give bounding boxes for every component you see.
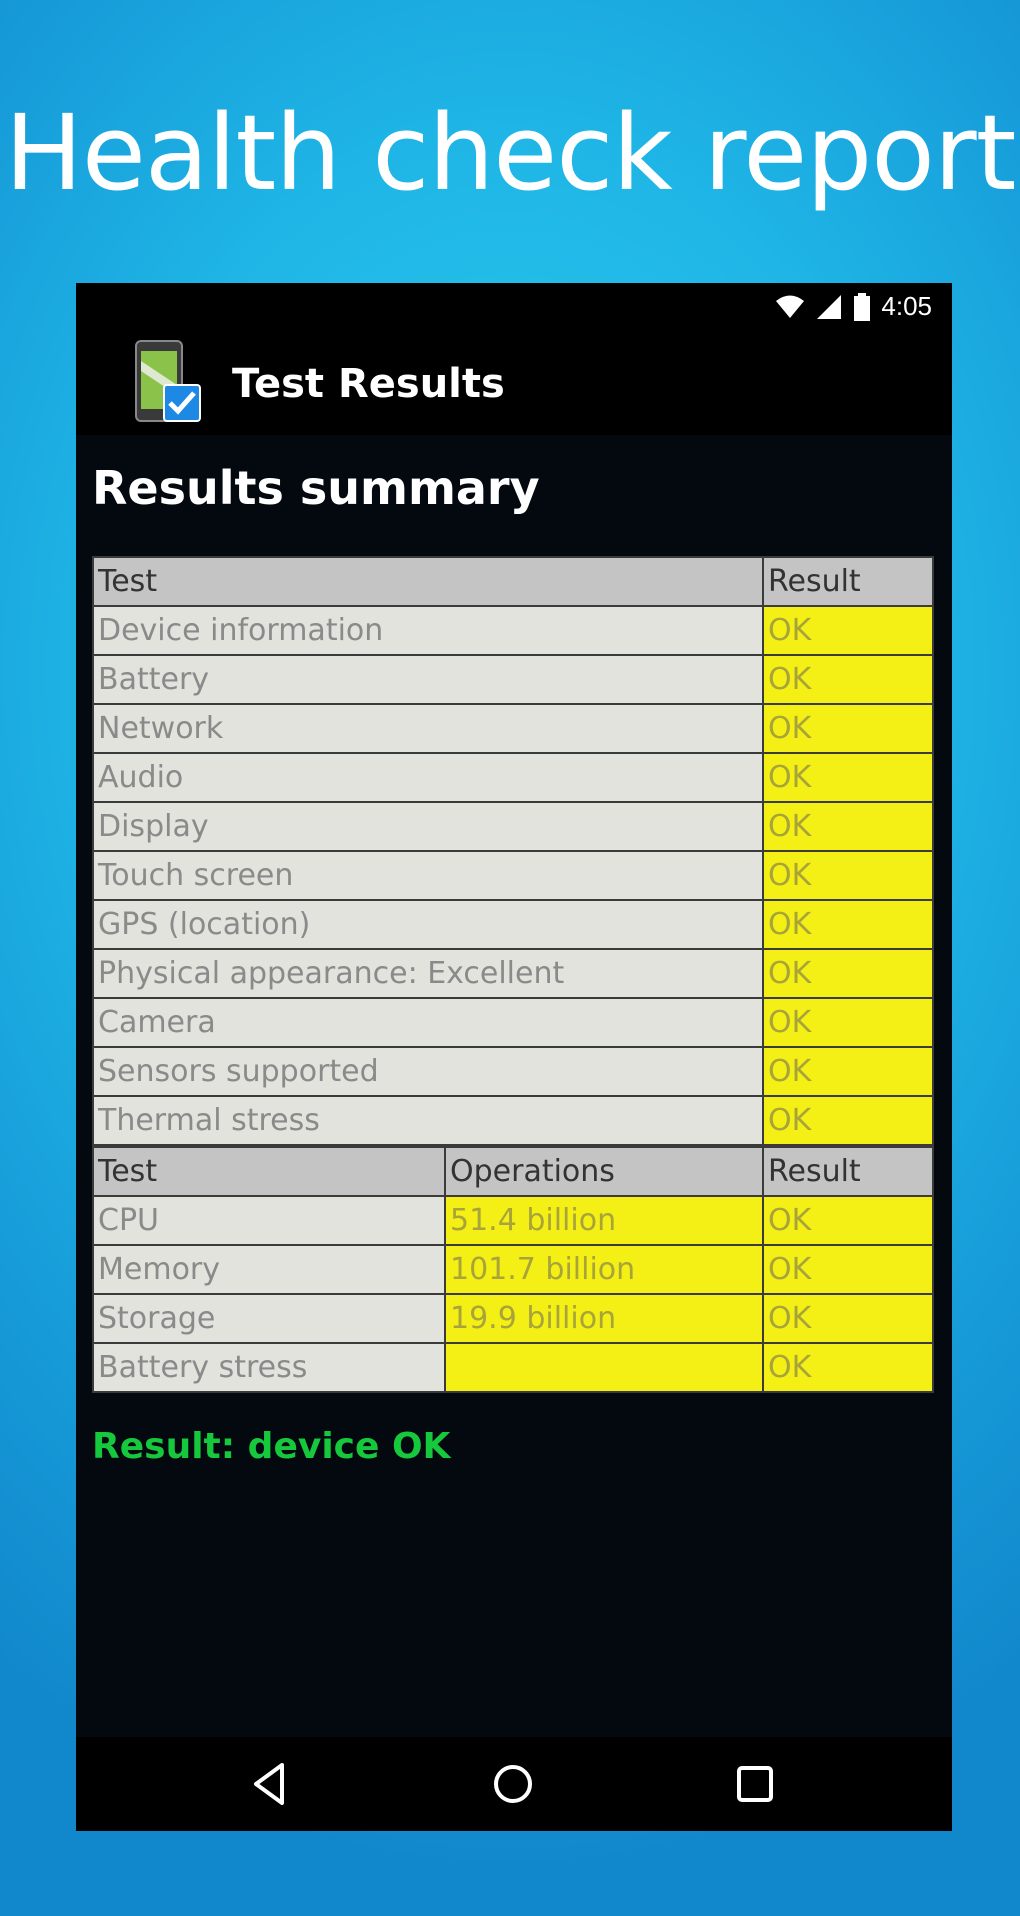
- test-name: Audio: [93, 753, 763, 802]
- test-result: OK: [763, 1047, 933, 1096]
- table-header-row: [93, 1147, 933, 1196]
- recent-apps-icon[interactable]: [728, 1757, 782, 1811]
- phone-screen: [76, 283, 952, 1831]
- table-header-row: [93, 557, 933, 606]
- test-name: Touch screen: [93, 851, 763, 900]
- home-icon[interactable]: [486, 1757, 540, 1811]
- test-result: OK: [763, 1343, 933, 1392]
- test-name: Physical appearance: Excellent: [93, 949, 763, 998]
- test-result: OK: [763, 1245, 933, 1294]
- tests-table: [92, 556, 934, 1146]
- table-row: [93, 900, 933, 949]
- app-title: Test Results: [232, 361, 505, 407]
- back-icon[interactable]: [244, 1757, 298, 1811]
- phone-checkmark-icon: [132, 339, 204, 429]
- test-name: Battery stress: [93, 1343, 445, 1392]
- stress-table: [92, 1146, 934, 1393]
- table-row: [93, 753, 933, 802]
- test-operations: [445, 1343, 763, 1392]
- table-row: [93, 1343, 933, 1392]
- table-row: [93, 606, 933, 655]
- test-name: Battery: [93, 655, 763, 704]
- test-result: OK: [763, 1096, 933, 1145]
- test-operations: 101.7 billion: [445, 1245, 763, 1294]
- promo-headline: Health check report: [4, 92, 1016, 214]
- navigation-bar: [76, 1737, 952, 1831]
- test-name: Camera: [93, 998, 763, 1047]
- test-name: Sensors supported: [93, 1047, 763, 1096]
- test-result: OK: [763, 1294, 933, 1343]
- table-row: [93, 1245, 933, 1294]
- test-name: Device information: [93, 606, 763, 655]
- table-row: [93, 802, 933, 851]
- test-result: OK: [763, 753, 933, 802]
- test-name: Network: [93, 704, 763, 753]
- test-result: OK: [763, 851, 933, 900]
- test-name: Storage: [93, 1294, 445, 1343]
- header-result: Result: [763, 1147, 933, 1196]
- test-name: Memory: [93, 1245, 445, 1294]
- test-name: Thermal stress: [93, 1096, 763, 1145]
- table-row: [93, 1294, 933, 1343]
- test-result: OK: [763, 704, 933, 753]
- header-operations: Operations: [445, 1147, 763, 1196]
- table-row: [93, 851, 933, 900]
- header-test: Test: [93, 1147, 445, 1196]
- table-row: [93, 1047, 933, 1096]
- table-row: [93, 1196, 933, 1245]
- test-result: OK: [763, 606, 933, 655]
- table-row: [93, 704, 933, 753]
- test-result: OK: [763, 900, 933, 949]
- test-result: OK: [763, 655, 933, 704]
- summary-title: Results summary: [92, 461, 540, 515]
- status-time: 4:05: [881, 291, 932, 321]
- table-row: [93, 949, 933, 998]
- test-operations: 19.9 billion: [445, 1294, 763, 1343]
- battery-icon: [853, 293, 871, 321]
- test-result: OK: [763, 998, 933, 1047]
- status-bar: [76, 283, 952, 331]
- test-name: GPS (location): [93, 900, 763, 949]
- test-result: OK: [763, 949, 933, 998]
- test-operations: 51.4 billion: [445, 1196, 763, 1245]
- test-result: OK: [763, 802, 933, 851]
- test-name: CPU: [93, 1196, 445, 1245]
- table-row: [93, 655, 933, 704]
- header-result: Result: [763, 557, 933, 606]
- table-row: [93, 998, 933, 1047]
- wifi-icon: [775, 294, 805, 320]
- test-name: Display: [93, 802, 763, 851]
- app-bar: [76, 331, 952, 435]
- verdict-text: Result: device OK: [92, 1426, 451, 1467]
- signal-icon: [815, 294, 843, 320]
- table-row: [93, 1096, 933, 1145]
- header-test: Test: [93, 557, 763, 606]
- test-result: OK: [763, 1196, 933, 1245]
